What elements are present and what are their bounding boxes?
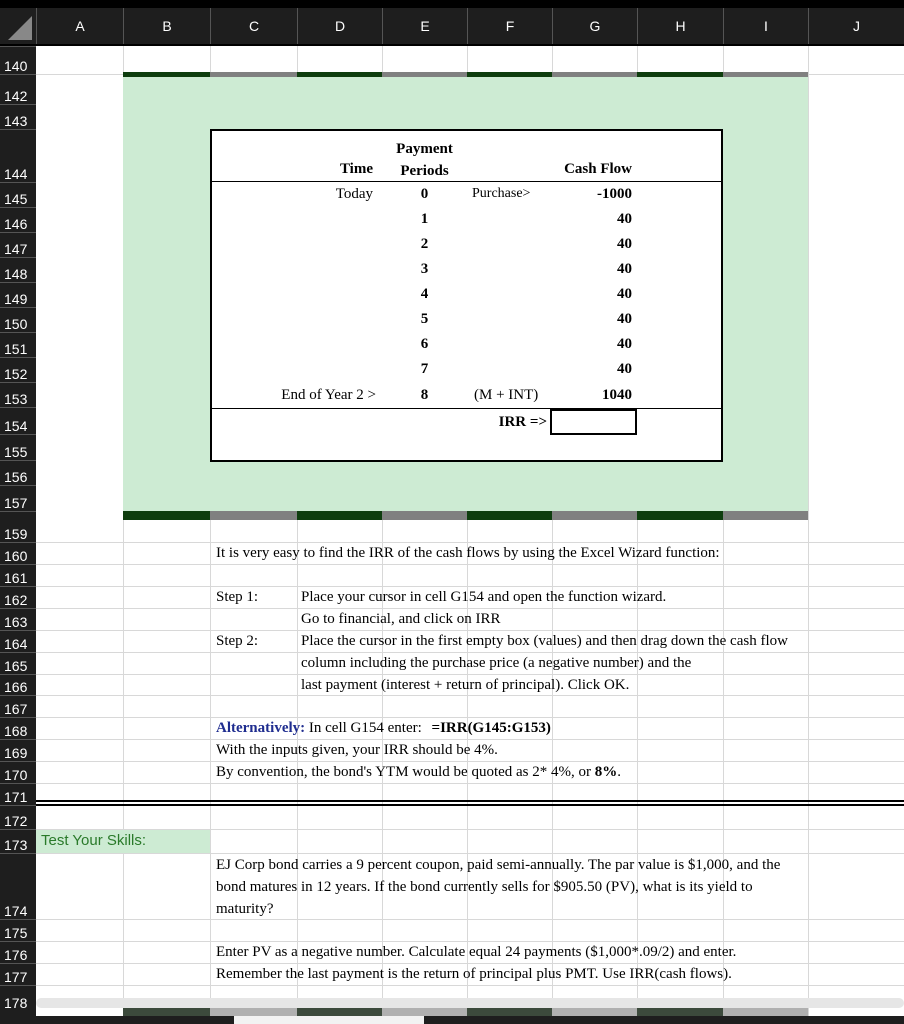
gridline	[36, 630, 904, 631]
row-header[interactable]: 160	[0, 542, 36, 564]
row-header[interactable]: 169	[0, 739, 36, 761]
separator-bar	[467, 511, 552, 520]
gridline	[36, 717, 904, 718]
row-header[interactable]: 170	[0, 761, 36, 783]
row-header[interactable]: 142	[0, 74, 36, 104]
row-header[interactable]: 145	[0, 182, 36, 207]
period-cell: 5	[420, 311, 429, 327]
row-header[interactable]: 157	[0, 485, 36, 511]
irr-formula: =IRR(G145:G153)	[431, 720, 551, 736]
row-header[interactable]: 150	[0, 307, 36, 332]
table-footer-rule	[212, 408, 721, 409]
column-header-b[interactable]: B	[123, 8, 210, 44]
period-cell: 7	[420, 361, 429, 377]
note-cell: (M + INT)	[474, 387, 539, 403]
column-header-a[interactable]: A	[36, 8, 123, 44]
intro-text: It is very easy to find the IRR of the cash flows by using the Excel Wizard function:	[216, 545, 720, 561]
cash-flow-cell: 40	[617, 361, 632, 377]
gridline	[36, 985, 904, 986]
question-line: bond matures in 12 years. If the bond currently sells for $905.50 (PV), what is its yield to	[216, 879, 753, 895]
separator-bar	[467, 1008, 552, 1016]
cash-flow-cell: 40	[617, 211, 632, 227]
row-header[interactable]: 165	[0, 652, 36, 674]
period-cell: 6	[420, 336, 429, 352]
cash-flow-cell: -1000	[597, 186, 632, 202]
question-line: EJ Corp bond carries a 9 percent coupon, paid semi-annually. The par value is $1,000, and the	[216, 857, 781, 873]
row-header[interactable]: 153	[0, 382, 36, 407]
row-header[interactable]: 164	[0, 630, 36, 652]
row-header[interactable]: 173	[0, 829, 36, 853]
row-header[interactable]: 152	[0, 357, 36, 382]
row-header[interactable]: 168	[0, 717, 36, 739]
row-header[interactable]: 167	[0, 695, 36, 717]
gridline	[36, 564, 904, 565]
gridline	[36, 652, 904, 653]
row-header[interactable]: 156	[0, 460, 36, 485]
header-time: Time	[339, 161, 373, 177]
convention-line	[216, 764, 621, 781]
row-header[interactable]: 178	[0, 985, 36, 1011]
cash-flow-cell: 40	[617, 286, 632, 302]
row-header[interactable]: 155	[0, 434, 36, 460]
gridline	[36, 674, 904, 675]
cash-flow-cell: 40	[617, 236, 632, 252]
question-line: maturity?	[216, 901, 274, 917]
inputs-line: With the inputs given, your IRR should be 4%.	[216, 742, 498, 758]
gridline	[36, 542, 904, 543]
select-all-corner[interactable]	[0, 8, 36, 44]
double-rule	[36, 804, 904, 806]
column-header-h[interactable]: H	[637, 8, 723, 44]
column-header-g[interactable]: G	[552, 8, 637, 44]
step1-line: Place your cursor in cell G154 and open the function wizard.	[301, 589, 667, 605]
gridline	[36, 586, 904, 587]
gridline	[808, 46, 809, 1024]
row-header[interactable]: 175	[0, 919, 36, 941]
gridline	[36, 941, 904, 942]
row-header[interactable]: 140	[0, 46, 36, 74]
irr-label: IRR =>	[498, 414, 547, 430]
row-header[interactable]: 161	[0, 564, 36, 586]
sheet-tab-bar	[0, 1016, 904, 1024]
step1-label: Step 1:	[216, 589, 259, 605]
convention-suffix: .	[617, 764, 622, 780]
row-header[interactable]: 146	[0, 207, 36, 232]
column-header-c[interactable]: C	[210, 8, 297, 44]
convention-bold: 8%	[594, 764, 618, 780]
double-rule	[36, 800, 904, 802]
row-header[interactable]: 148	[0, 257, 36, 282]
separator-bar	[123, 511, 210, 520]
alternatively-label: Alternatively:	[216, 720, 306, 736]
row-header[interactable]: 176	[0, 941, 36, 963]
separator-bar	[123, 1008, 210, 1016]
cash-flow-cell: 40	[617, 311, 632, 327]
row-header[interactable]: 163	[0, 608, 36, 630]
test-your-skills-label: Test Your Skills:	[41, 832, 147, 849]
gridline	[36, 963, 904, 964]
convention-prefix: By convention, the bond's YTM would be quoted as 2* 4%, or	[216, 764, 595, 780]
period-cell: 4	[420, 286, 429, 302]
header-payment-periods: Payment Periods	[396, 141, 453, 179]
step2-line: Place the cursor in the first empty box (values) and then drag down the cash flow	[301, 633, 788, 649]
period-cell: 1	[420, 211, 429, 227]
gridline	[36, 608, 904, 609]
alternatively-line	[216, 720, 551, 737]
time-cell: End of Year 2 >	[281, 387, 376, 403]
separator-bar	[297, 511, 382, 520]
column-header-f[interactable]: F	[467, 8, 552, 44]
column-header-e[interactable]: E	[382, 8, 467, 44]
alternatively-text: In cell G154 enter:	[308, 720, 422, 736]
row-header[interactable]: 149	[0, 282, 36, 307]
row-header[interactable]: 171	[0, 783, 36, 805]
row-header[interactable]: 154	[0, 407, 36, 434]
row-header[interactable]: 177	[0, 963, 36, 985]
irr-input-cell[interactable]	[550, 409, 637, 435]
step2-line: last payment (interest + return of principal). Click OK.	[301, 677, 630, 693]
cash-flow-cell: 40	[617, 336, 632, 352]
period-cell: 0	[420, 186, 429, 202]
hint-line: Enter PV as a negative number. Calculate equal 24 payments ($1,000*.09/2) and enter.	[216, 944, 737, 960]
gridline	[36, 695, 904, 696]
row-header[interactable]: 147	[0, 232, 36, 257]
step2-label: Step 2:	[216, 633, 259, 649]
separator-bar	[297, 1008, 382, 1016]
gridline	[36, 739, 904, 740]
row-header[interactable]: 143	[0, 104, 36, 129]
cash-flow-cell: 1040	[602, 387, 632, 403]
column-header-i[interactable]: I	[723, 8, 808, 44]
period-cell: 3	[420, 261, 429, 277]
step1-line: Go to financial, and click on IRR	[301, 611, 501, 627]
row-header[interactable]: 172	[0, 805, 36, 829]
column-header-d[interactable]: D	[297, 8, 382, 44]
separator-bar	[637, 1008, 723, 1016]
gridline	[36, 783, 904, 784]
row-header[interactable]: 162	[0, 586, 36, 608]
header-cash-flow: Cash Flow	[564, 161, 632, 177]
row-header[interactable]: 151	[0, 332, 36, 357]
note-cell: Purchase>	[472, 186, 531, 201]
row-header[interactable]: 144	[0, 129, 36, 182]
hint-line: Remember the last payment is the return of principal plus PMT. Use IRR(cash flows).	[216, 966, 732, 982]
gridline	[36, 919, 904, 920]
gridline	[36, 761, 904, 762]
gridline	[36, 853, 904, 854]
separator-bar	[637, 511, 723, 520]
period-cell: 2	[420, 236, 429, 252]
horizontal-scrollbar[interactable]	[36, 998, 904, 1008]
cash-flow-cell: 40	[617, 261, 632, 277]
period-cell: 8	[420, 387, 429, 403]
time-cell: Today	[335, 186, 373, 202]
column-header-j[interactable]: J	[808, 8, 904, 44]
row-header[interactable]: 159	[0, 511, 36, 542]
row-header[interactable]: 166	[0, 674, 36, 695]
sheet-tab[interactable]	[234, 1016, 424, 1024]
step2-line: column including the purchase price (a negative number) and the	[301, 655, 692, 671]
row-header[interactable]: 174	[0, 853, 36, 919]
